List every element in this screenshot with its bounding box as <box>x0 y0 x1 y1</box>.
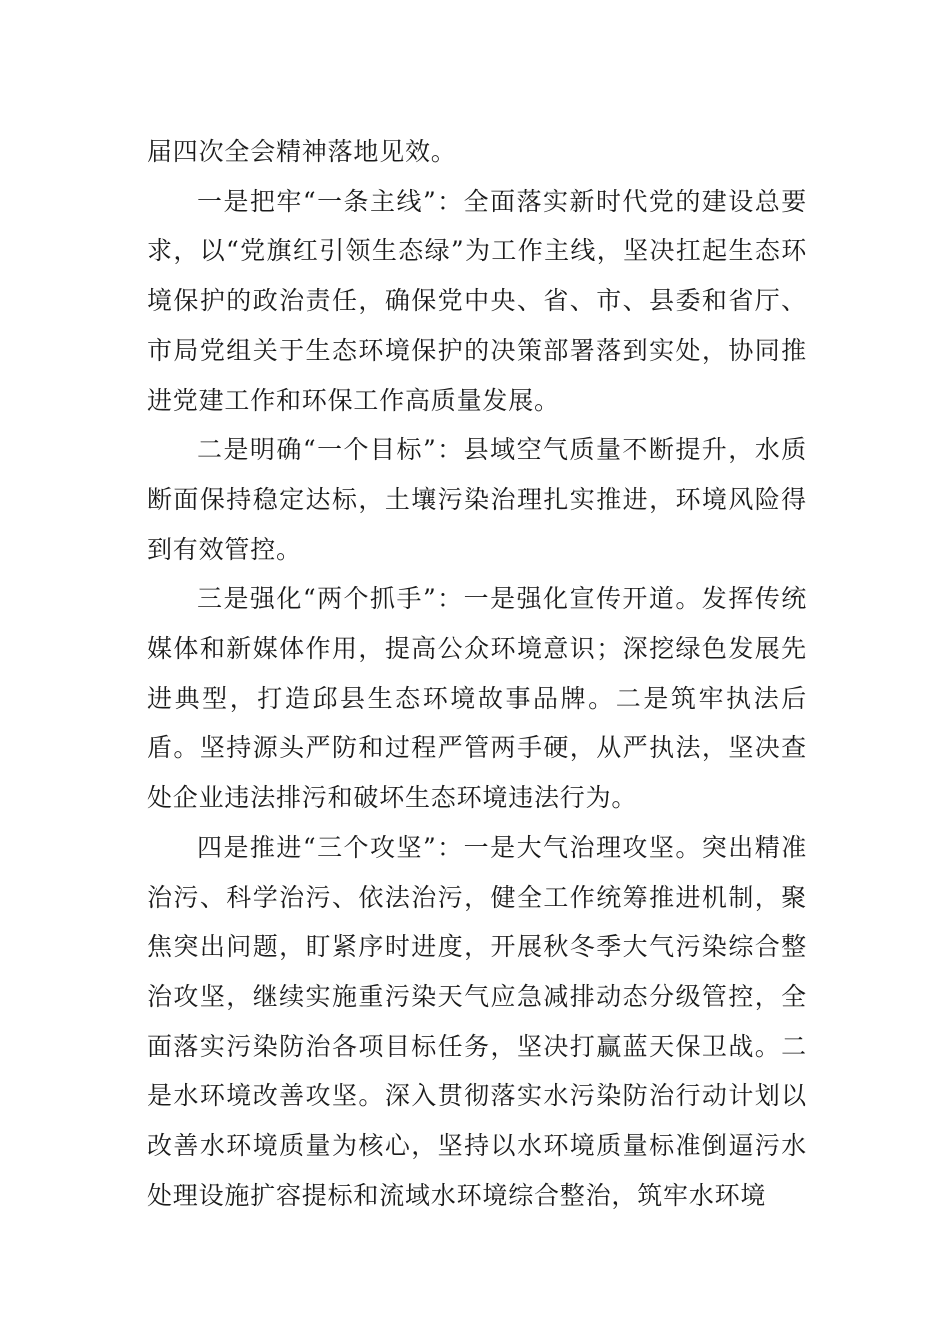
paragraph-continuation: 届四次全会精神落地见效。 <box>147 137 457 166</box>
paragraph-main-line: 一是把牢“一条主线”：全面落实新时代党的建设总要求，以“党旗红引领生态绿”为工作主线，坚决扛起生态环境保护的政治责任，确保党中央、省、市、县委和省厅、市局党组关于生态环境保护的决策部署落到实处，协同推进党建工作和环保工作高质量发展。 <box>147 186 807 415</box>
paragraph-two-measures: 三是强化“两个抓手”：一是强化宣传开道。发挥传统媒体和新媒体作用，提高公众环境意识；深挖绿色发展先进典型，打造邱县生态环境故事品牌。二是筑牢执法后盾。坚持源头严防和过程严管两手硬，从严执法，坚决查处企业违法排污和破坏生态环境违法行为。 <box>147 584 807 813</box>
document-body <box>147 127 807 1220</box>
paragraph-three-campaigns: 四是推进“三个攻坚”：一是大气治理攻坚。突出精准治污、科学治污、依法治污，健全工作统筹推进机制，聚焦突出问题，盯紧序时进度，开展秋冬季大气污染综合整治攻坚，继续实施重污染天气应急减排动态分级管控，全面落实污染防治各项目标任务，坚决打赢蓝天保卫战。二是水环境改善攻坚。深入贯彻落实水污染防治行动计划以改善水环境质量为核心，坚持以水环境质量标准倒逼污水处理设施扩容提标和流域水环境综合整治，筑牢水环境 <box>147 832 807 1210</box>
paragraph-target: 二是明确“一个目标”：县域空气质量不断提升，水质断面保持稳定达标，土壤污染治理扎实推进，环境风险得到有效管控。 <box>147 435 807 564</box>
